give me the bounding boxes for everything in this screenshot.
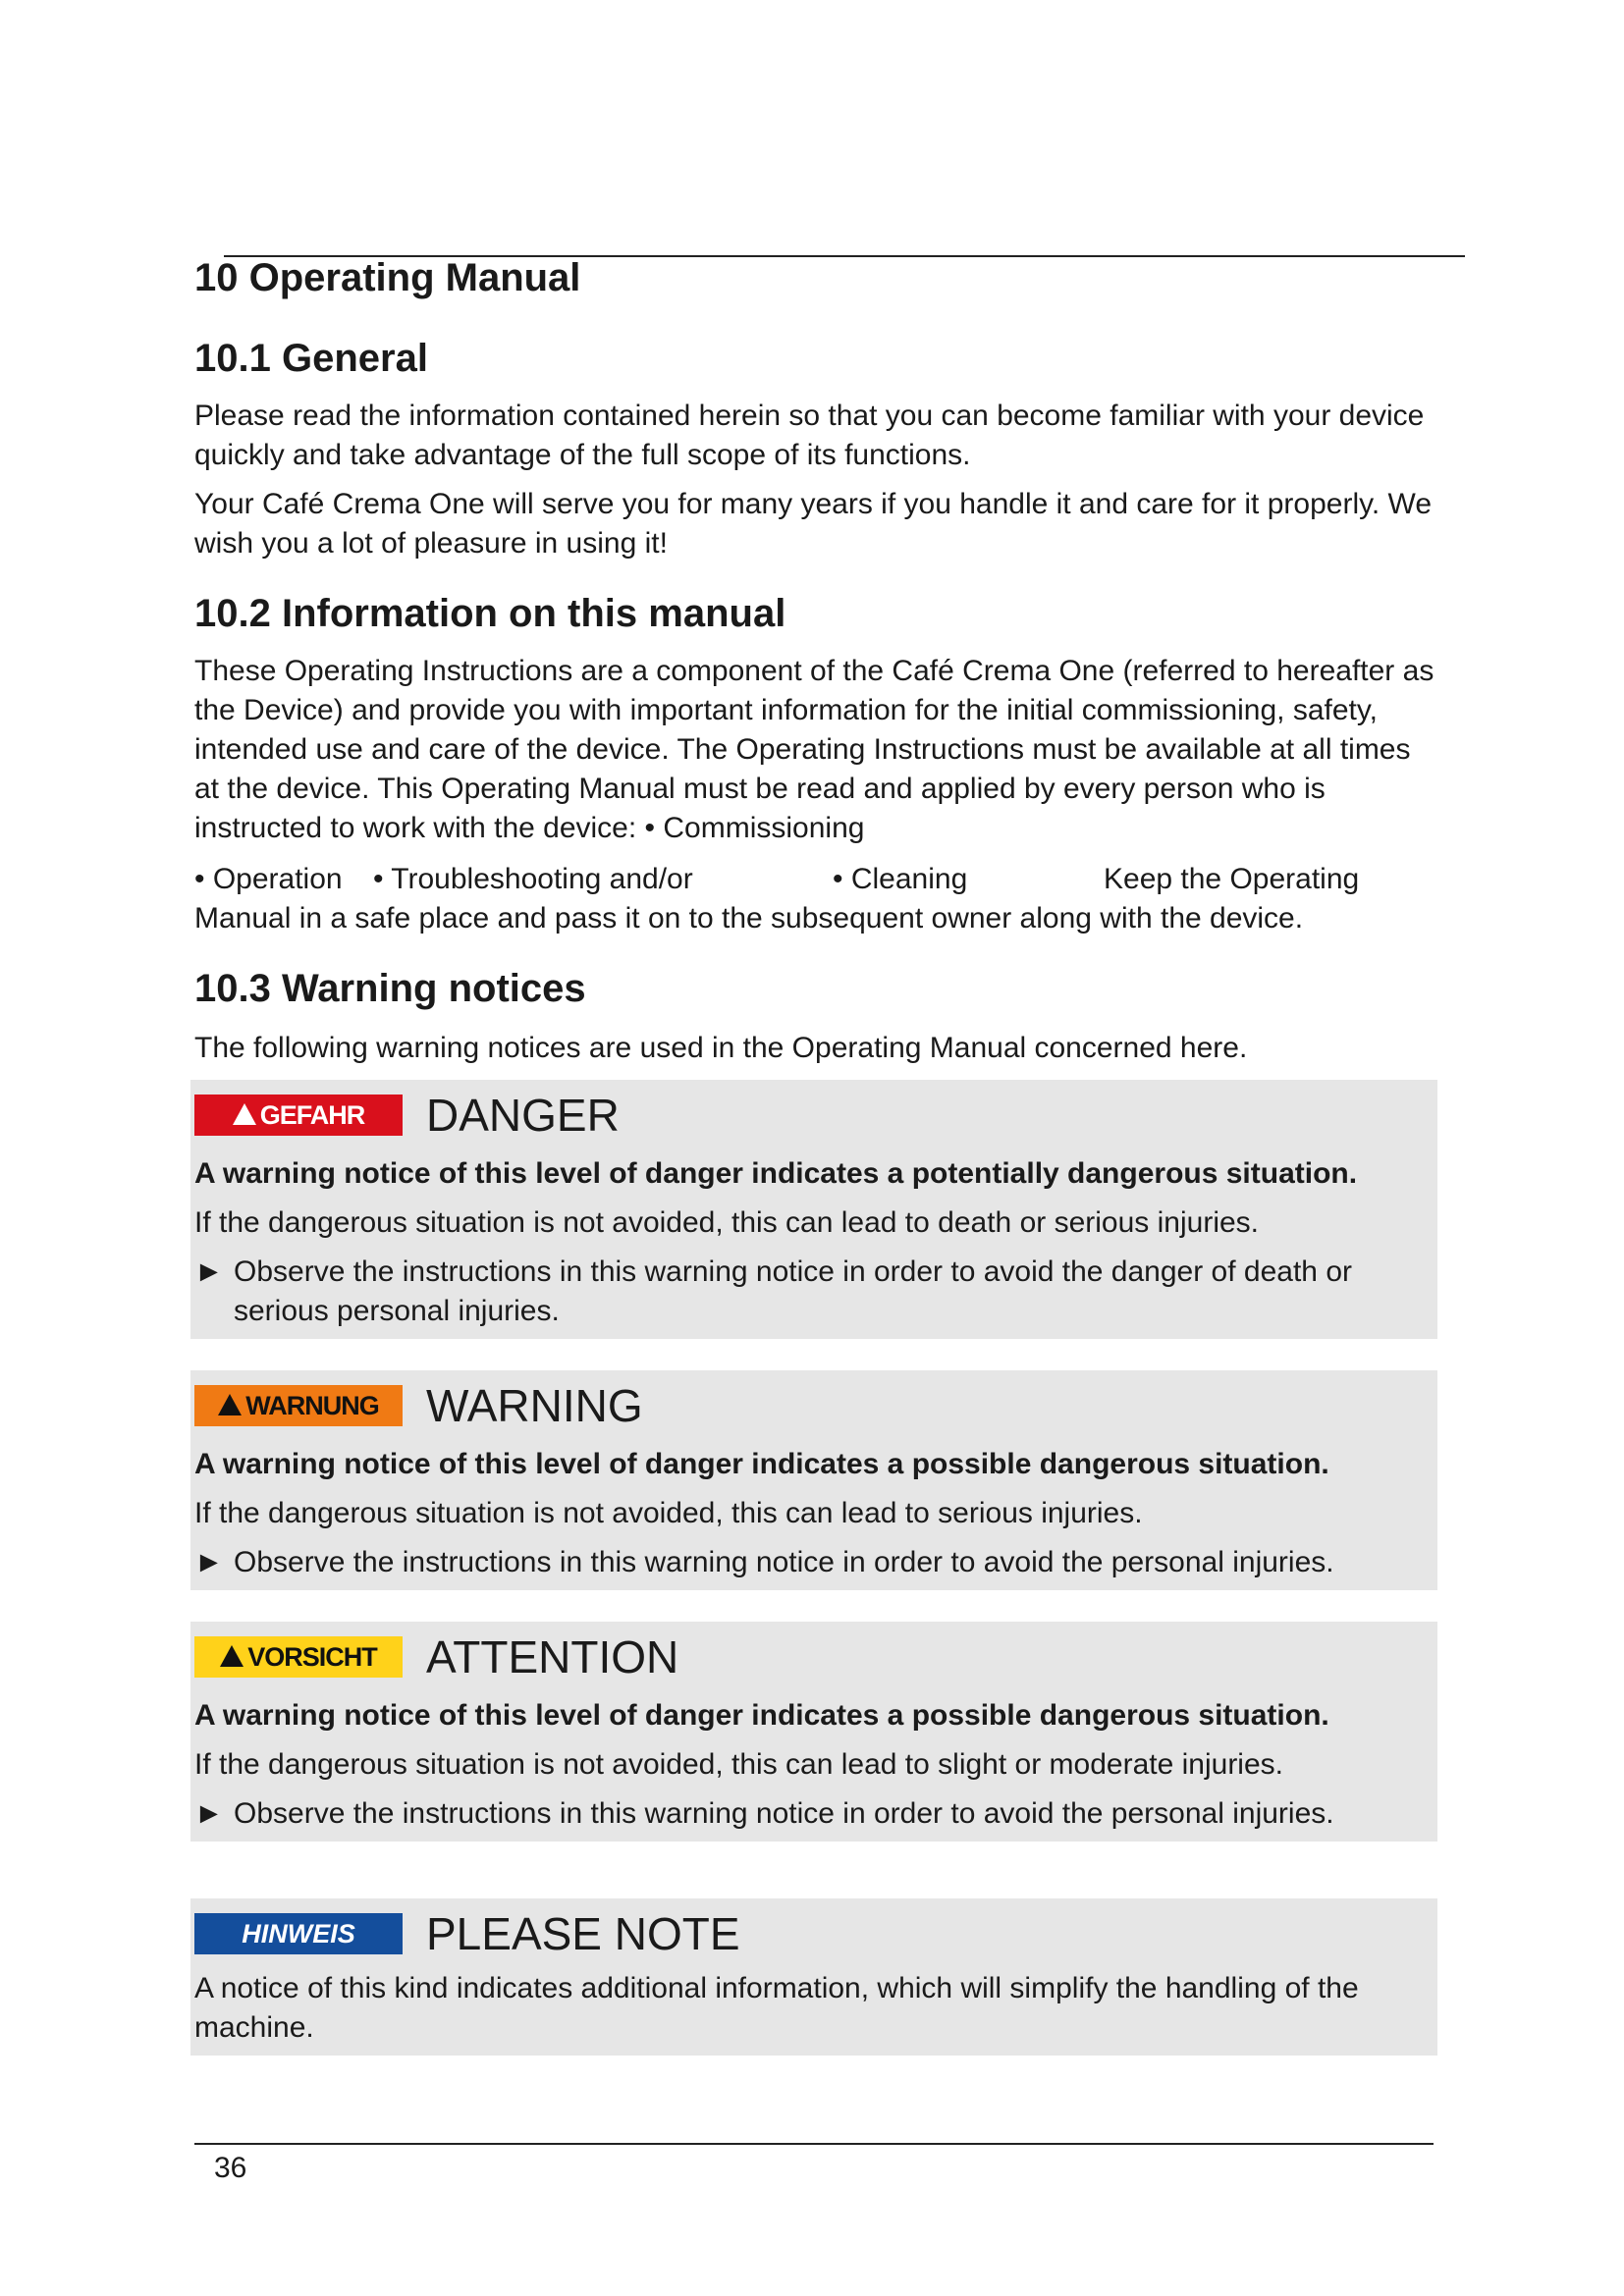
arrow-right-icon: ► bbox=[194, 1255, 224, 1288]
note-notice-header bbox=[194, 1908, 1437, 1959]
info-bullet-line bbox=[194, 860, 1441, 899]
danger-consequence: If the dangerous situation is not avoided, this can lead to death or serious injuries. bbox=[194, 1206, 1259, 1239]
warning-title: WARNING bbox=[426, 1380, 643, 1431]
warning-action-text: Observe the instructions in this warning notice in order to avoid the personal injuries. bbox=[234, 1546, 1334, 1578]
footer-rule bbox=[194, 2143, 1434, 2145]
warning-triangle-icon bbox=[218, 1394, 242, 1415]
warning-action bbox=[194, 1543, 1437, 1582]
chapter-heading: 10 Operating Manual bbox=[194, 256, 581, 299]
warnings-intro: The following warning notices are used in the Operating Manual concerned here. bbox=[194, 1032, 1248, 1064]
note-badge bbox=[194, 1913, 403, 1954]
danger-badge bbox=[194, 1095, 403, 1136]
section-general-title: 10.1 General bbox=[194, 337, 428, 380]
danger-lead: A warning notice of this level of danger indicates a potentially dangerous situation. bbox=[194, 1157, 1358, 1190]
attention-badge-label: VORSICHT bbox=[247, 1641, 377, 1672]
danger-title: DANGER bbox=[426, 1090, 620, 1141]
attention-notice bbox=[190, 1622, 1437, 1842]
attention-title: ATTENTION bbox=[426, 1631, 679, 1682]
keep-manual-rest: Manual in a safe place and pass it on to the subsequent owner along with the device. bbox=[194, 902, 1304, 934]
attention-notice-header bbox=[194, 1631, 1437, 1682]
bullet-cleaning: • Cleaning bbox=[833, 863, 968, 895]
danger-notice bbox=[190, 1080, 1437, 1339]
warning-notice-header bbox=[194, 1380, 1437, 1431]
warning-notice bbox=[190, 1370, 1437, 1590]
warning-lead: A warning notice of this level of danger indicates a possible dangerous situation. bbox=[194, 1448, 1329, 1480]
info-paragraph: These Operating Instructions are a component of the Café Crema One (referred to hereafter as the Device) and provide you with important information for the initial commissioning, safety, intended use and care of the device. The Operating Instructions must be available at all times at the device. This Operating Manual must be read and applied by every person who is instructed to work with the device: • Commissioning bbox=[194, 655, 1435, 844]
general-paragraph-1: Please read the information contained herein so that you can become familiar with your device quickly and take advantage of the full scope of its functions. bbox=[194, 400, 1425, 471]
danger-action bbox=[194, 1253, 1437, 1331]
bullet-operation: • Operation bbox=[194, 863, 343, 895]
arrow-right-icon: ► bbox=[194, 1797, 224, 1830]
danger-badge-label: GEFAHR bbox=[259, 1099, 365, 1130]
page-content bbox=[194, 251, 1441, 2056]
note-notice bbox=[190, 1898, 1437, 2056]
general-paragraph-2: Your Café Crema One will serve you for many years if you handle it and care for it properly. We wish you a lot of pleasure in using it! bbox=[194, 488, 1433, 560]
keep-manual-start: Keep the Operating bbox=[1104, 863, 1360, 895]
bullet-troubleshooting: • Troubleshooting and/or bbox=[373, 863, 693, 895]
arrow-right-icon: ► bbox=[194, 1546, 224, 1578]
note-badge-label: HINWEIS bbox=[242, 1918, 355, 1949]
section-warnings-title: 10.3 Warning notices bbox=[194, 967, 586, 1010]
danger-notice-header bbox=[194, 1090, 1437, 1141]
warning-consequence: If the dangerous situation is not avoided, this can lead to serious injuries. bbox=[194, 1497, 1143, 1529]
warning-triangle-icon bbox=[220, 1645, 244, 1667]
warning-badge bbox=[194, 1385, 403, 1426]
warning-triangle-icon bbox=[233, 1103, 256, 1125]
attention-consequence: If the dangerous situation is not avoided, this can lead to slight or moderate injuries. bbox=[194, 1748, 1283, 1781]
attention-action-text: Observe the instructions in this warning notice in order to avoid the personal injuries. bbox=[234, 1797, 1334, 1830]
note-text: A notice of this kind indicates additional information, which will simplify the handling of the machine. bbox=[194, 1972, 1359, 2044]
attention-lead: A warning notice of this level of danger indicates a possible dangerous situation. bbox=[194, 1699, 1329, 1732]
attention-badge bbox=[194, 1636, 403, 1678]
danger-action-text: Observe the instructions in this warning notice in order to avoid the danger of death or serious personal injuries. bbox=[234, 1255, 1352, 1327]
attention-action bbox=[194, 1794, 1437, 1834]
section-info-title: 10.2 Information on this manual bbox=[194, 592, 786, 635]
warning-badge-label: WARNUNG bbox=[245, 1390, 379, 1420]
page-number: 36 bbox=[214, 2152, 247, 2184]
note-title: PLEASE NOTE bbox=[426, 1908, 740, 1959]
